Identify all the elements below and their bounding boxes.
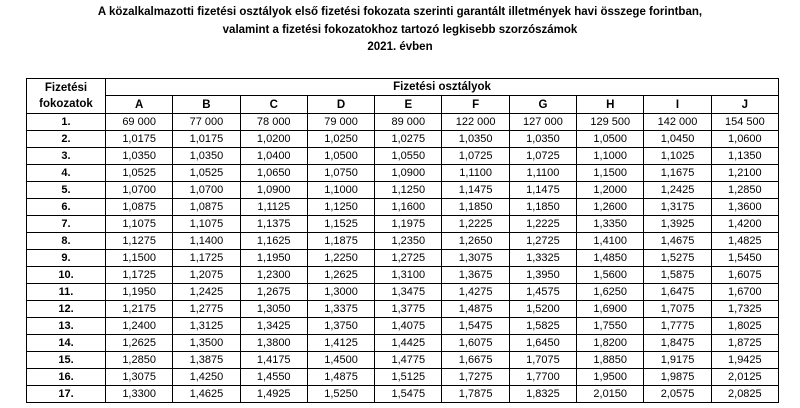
document-title bbox=[0, 4, 800, 57]
table-row bbox=[27, 284, 779, 301]
value-cell: 1,1075 bbox=[173, 216, 240, 233]
value-cell: 2,0125 bbox=[711, 369, 778, 386]
value-cell: 1,1075 bbox=[106, 216, 173, 233]
table-row bbox=[27, 165, 779, 182]
value-cell: 1,0525 bbox=[106, 165, 173, 182]
table-row bbox=[27, 318, 779, 335]
value-cell: 1,2425 bbox=[644, 182, 711, 199]
value-cell: 1,6450 bbox=[509, 335, 576, 352]
value-cell: 1,1850 bbox=[509, 199, 576, 216]
value-cell: 122 000 bbox=[442, 114, 509, 131]
value-cell: 1,3125 bbox=[173, 318, 240, 335]
table-row bbox=[27, 216, 779, 233]
table-row bbox=[27, 386, 779, 403]
step-cell: 6. bbox=[27, 199, 106, 216]
value-cell: 1,2300 bbox=[240, 267, 307, 284]
value-cell: 1,0600 bbox=[711, 131, 778, 148]
value-cell: 1,8325 bbox=[509, 386, 576, 403]
value-cell: 1,3000 bbox=[307, 284, 374, 301]
value-cell: 1,0275 bbox=[375, 131, 442, 148]
value-cell: 1,1375 bbox=[240, 216, 307, 233]
value-cell: 1,8850 bbox=[577, 352, 644, 369]
value-cell: 1,3350 bbox=[577, 216, 644, 233]
value-cell: 1,2175 bbox=[106, 301, 173, 318]
step-cell: 17. bbox=[27, 386, 106, 403]
value-cell: 1,8025 bbox=[711, 318, 778, 335]
value-cell: 1,1125 bbox=[240, 199, 307, 216]
value-cell: 129 500 bbox=[577, 114, 644, 131]
step-cell: 10. bbox=[27, 267, 106, 284]
value-cell: 89 000 bbox=[375, 114, 442, 131]
value-cell: 1,2400 bbox=[106, 318, 173, 335]
value-cell: 1,3375 bbox=[307, 301, 374, 318]
value-cell: 1,7075 bbox=[509, 352, 576, 369]
value-cell: 1,0650 bbox=[240, 165, 307, 182]
step-cell: 3. bbox=[27, 148, 106, 165]
value-cell: 1,0750 bbox=[307, 165, 374, 182]
value-cell: 1,9425 bbox=[711, 352, 778, 369]
value-cell: 1,4825 bbox=[711, 233, 778, 250]
value-cell: 1,7775 bbox=[644, 318, 711, 335]
value-cell: 1,2725 bbox=[375, 250, 442, 267]
value-cell: 1,0450 bbox=[644, 131, 711, 148]
step-cell: 13. bbox=[27, 318, 106, 335]
value-cell: 1,1475 bbox=[509, 182, 576, 199]
value-cell: 1,0350 bbox=[106, 148, 173, 165]
value-cell: 1,1000 bbox=[577, 148, 644, 165]
value-cell: 1,3175 bbox=[644, 199, 711, 216]
column-header: C bbox=[240, 96, 307, 114]
value-cell: 1,3750 bbox=[307, 318, 374, 335]
value-cell: 1,4200 bbox=[711, 216, 778, 233]
value-cell: 1,2000 bbox=[577, 182, 644, 199]
value-cell: 1,2100 bbox=[711, 165, 778, 182]
value-cell: 1,4425 bbox=[375, 335, 442, 352]
value-cell: 1,3800 bbox=[240, 335, 307, 352]
value-cell: 1,5125 bbox=[375, 369, 442, 386]
value-cell: 1,0900 bbox=[375, 165, 442, 182]
value-cell: 1,3875 bbox=[173, 352, 240, 369]
value-cell: 1,5875 bbox=[644, 267, 711, 284]
column-header: A bbox=[106, 96, 173, 114]
value-cell: 1,1250 bbox=[375, 182, 442, 199]
table-row bbox=[27, 182, 779, 199]
value-cell: 1,1975 bbox=[375, 216, 442, 233]
value-cell: 1,1525 bbox=[307, 216, 374, 233]
value-cell: 1,4250 bbox=[173, 369, 240, 386]
value-cell: 1,4100 bbox=[577, 233, 644, 250]
value-cell: 1,1875 bbox=[307, 233, 374, 250]
column-header: F bbox=[442, 96, 509, 114]
value-cell: 1,5600 bbox=[577, 267, 644, 284]
value-cell: 2,0825 bbox=[711, 386, 778, 403]
step-cell: 5. bbox=[27, 182, 106, 199]
value-cell: 1,5250 bbox=[307, 386, 374, 403]
value-cell: 1,1400 bbox=[173, 233, 240, 250]
value-cell: 1,1850 bbox=[442, 199, 509, 216]
value-cell: 1,0525 bbox=[173, 165, 240, 182]
value-cell: 1,6075 bbox=[442, 335, 509, 352]
value-cell: 1,8200 bbox=[577, 335, 644, 352]
title-line-2: valamint a fizetési fokozatokhoz tartozó legkisebb szorzószámok bbox=[222, 23, 578, 36]
value-cell: 1,3075 bbox=[442, 250, 509, 267]
value-cell: 1,2775 bbox=[173, 301, 240, 318]
value-cell: 1,5475 bbox=[442, 318, 509, 335]
value-cell: 1,1500 bbox=[577, 165, 644, 182]
value-cell: 77 000 bbox=[173, 114, 240, 131]
step-cell: 11. bbox=[27, 284, 106, 301]
column-header: B bbox=[173, 96, 240, 114]
value-cell: 1,0550 bbox=[375, 148, 442, 165]
value-cell: 2,0575 bbox=[644, 386, 711, 403]
value-cell: 1,4575 bbox=[509, 284, 576, 301]
step-cell: 2. bbox=[27, 131, 106, 148]
value-cell: 1,2600 bbox=[577, 199, 644, 216]
value-cell: 1,9175 bbox=[644, 352, 711, 369]
value-cell: 1,3950 bbox=[509, 267, 576, 284]
table-row bbox=[27, 250, 779, 267]
value-cell: 1,5200 bbox=[509, 301, 576, 318]
value-cell: 1,2725 bbox=[509, 233, 576, 250]
table-row bbox=[27, 233, 779, 250]
value-cell: 1,0350 bbox=[509, 131, 576, 148]
value-cell: 1,0350 bbox=[442, 131, 509, 148]
value-cell: 1,3325 bbox=[509, 250, 576, 267]
value-cell: 1,0725 bbox=[442, 148, 509, 165]
corner-label-line-2: fokozatok bbox=[39, 98, 93, 110]
value-cell: 1,0175 bbox=[173, 131, 240, 148]
value-cell: 1,5475 bbox=[375, 386, 442, 403]
value-cell: 1,6250 bbox=[577, 284, 644, 301]
table-row bbox=[27, 352, 779, 369]
step-cell: 1. bbox=[27, 114, 106, 131]
value-cell: 1,0700 bbox=[173, 182, 240, 199]
value-cell: 79 000 bbox=[307, 114, 374, 131]
value-cell: 1,3100 bbox=[375, 267, 442, 284]
value-cell: 1,3600 bbox=[711, 199, 778, 216]
value-cell: 1,1025 bbox=[644, 148, 711, 165]
group-header: Fizetési osztályok bbox=[106, 79, 779, 96]
value-cell: 1,1275 bbox=[106, 233, 173, 250]
value-cell: 1,1000 bbox=[307, 182, 374, 199]
value-cell: 1,7075 bbox=[644, 301, 711, 318]
value-cell: 1,2850 bbox=[711, 182, 778, 199]
value-cell: 1,8725 bbox=[711, 335, 778, 352]
value-cell: 1,4275 bbox=[442, 284, 509, 301]
value-cell: 1,4500 bbox=[307, 352, 374, 369]
value-cell: 1,3425 bbox=[240, 318, 307, 335]
value-cell: 1,1725 bbox=[106, 267, 173, 284]
value-cell: 1,3775 bbox=[375, 301, 442, 318]
value-cell: 1,0200 bbox=[240, 131, 307, 148]
value-cell: 78 000 bbox=[240, 114, 307, 131]
value-cell: 1,1350 bbox=[711, 148, 778, 165]
value-cell: 1,1625 bbox=[240, 233, 307, 250]
step-cell: 4. bbox=[27, 165, 106, 182]
step-cell: 14. bbox=[27, 335, 106, 352]
value-cell: 142 000 bbox=[644, 114, 711, 131]
value-cell: 1,2425 bbox=[173, 284, 240, 301]
value-cell: 1,0875 bbox=[106, 199, 173, 216]
salary-table bbox=[26, 78, 779, 403]
value-cell: 1,2075 bbox=[173, 267, 240, 284]
value-cell: 1,0700 bbox=[106, 182, 173, 199]
value-cell: 1,1950 bbox=[106, 284, 173, 301]
column-header: D bbox=[307, 96, 374, 114]
value-cell: 1,0500 bbox=[577, 131, 644, 148]
value-cell: 1,2350 bbox=[375, 233, 442, 250]
step-cell: 7. bbox=[27, 216, 106, 233]
step-cell: 15. bbox=[27, 352, 106, 369]
value-cell: 1,4550 bbox=[240, 369, 307, 386]
value-cell: 1,4625 bbox=[173, 386, 240, 403]
table-row bbox=[27, 369, 779, 386]
value-cell: 1,9875 bbox=[644, 369, 711, 386]
value-cell: 1,8475 bbox=[644, 335, 711, 352]
table-row bbox=[27, 114, 779, 131]
table-row bbox=[27, 267, 779, 284]
value-cell: 1,4925 bbox=[240, 386, 307, 403]
value-cell: 1,1725 bbox=[173, 250, 240, 267]
value-cell: 1,4175 bbox=[240, 352, 307, 369]
step-cell: 8. bbox=[27, 233, 106, 250]
value-cell: 1,1600 bbox=[375, 199, 442, 216]
value-cell: 1,2625 bbox=[106, 335, 173, 352]
value-cell: 1,4125 bbox=[307, 335, 374, 352]
value-cell: 1,9500 bbox=[577, 369, 644, 386]
value-cell: 1,7275 bbox=[442, 369, 509, 386]
step-cell: 16. bbox=[27, 369, 106, 386]
value-cell: 1,1250 bbox=[307, 199, 374, 216]
value-cell: 1,2225 bbox=[509, 216, 576, 233]
value-cell: 1,5275 bbox=[644, 250, 711, 267]
value-cell: 1,3925 bbox=[644, 216, 711, 233]
table-row bbox=[27, 199, 779, 216]
value-cell: 1,4850 bbox=[577, 250, 644, 267]
corner-label-line-1: Fizetési bbox=[44, 82, 88, 94]
column-header: H bbox=[577, 96, 644, 114]
value-cell: 1,4875 bbox=[442, 301, 509, 318]
column-header: G bbox=[509, 96, 576, 114]
column-header: E bbox=[375, 96, 442, 114]
value-cell: 1,4875 bbox=[307, 369, 374, 386]
corner-header bbox=[27, 79, 106, 114]
value-cell: 1,3475 bbox=[375, 284, 442, 301]
value-cell: 1,1475 bbox=[442, 182, 509, 199]
value-cell: 1,6900 bbox=[577, 301, 644, 318]
table-row bbox=[27, 335, 779, 352]
value-cell: 1,4675 bbox=[644, 233, 711, 250]
table-body bbox=[27, 114, 779, 403]
value-cell: 1,7875 bbox=[442, 386, 509, 403]
value-cell: 1,4075 bbox=[375, 318, 442, 335]
value-cell: 1,0400 bbox=[240, 148, 307, 165]
column-header-row bbox=[27, 96, 779, 114]
value-cell: 1,7325 bbox=[711, 301, 778, 318]
column-header: I bbox=[644, 96, 711, 114]
value-cell: 1,0875 bbox=[173, 199, 240, 216]
value-cell: 127 000 bbox=[509, 114, 576, 131]
value-cell: 1,3675 bbox=[442, 267, 509, 284]
value-cell: 69 000 bbox=[106, 114, 173, 131]
value-cell: 1,2250 bbox=[307, 250, 374, 267]
table-row bbox=[27, 131, 779, 148]
value-cell: 1,6075 bbox=[711, 267, 778, 284]
value-cell: 1,7550 bbox=[577, 318, 644, 335]
table-row bbox=[27, 148, 779, 165]
value-cell: 1,5450 bbox=[711, 250, 778, 267]
value-cell: 1,1950 bbox=[240, 250, 307, 267]
value-cell: 1,3300 bbox=[106, 386, 173, 403]
value-cell: 1,5825 bbox=[509, 318, 576, 335]
value-cell: 1,2675 bbox=[240, 284, 307, 301]
title-line-3: 2021. évben bbox=[367, 41, 433, 53]
value-cell: 2,0150 bbox=[577, 386, 644, 403]
column-header: J bbox=[711, 96, 778, 114]
value-cell: 1,6475 bbox=[644, 284, 711, 301]
step-cell: 12. bbox=[27, 301, 106, 318]
value-cell: 154 500 bbox=[711, 114, 778, 131]
value-cell: 1,2650 bbox=[442, 233, 509, 250]
value-cell: 1,1100 bbox=[509, 165, 576, 182]
value-cell: 1,3050 bbox=[240, 301, 307, 318]
value-cell: 1,4775 bbox=[375, 352, 442, 369]
value-cell: 1,2625 bbox=[307, 267, 374, 284]
value-cell: 1,1500 bbox=[106, 250, 173, 267]
value-cell: 1,3500 bbox=[173, 335, 240, 352]
value-cell: 1,0175 bbox=[106, 131, 173, 148]
value-cell: 1,0725 bbox=[509, 148, 576, 165]
value-cell: 1,6675 bbox=[442, 352, 509, 369]
value-cell: 1,6700 bbox=[711, 284, 778, 301]
value-cell: 1,0250 bbox=[307, 131, 374, 148]
table-row bbox=[27, 301, 779, 318]
value-cell: 1,2850 bbox=[106, 352, 173, 369]
value-cell: 1,1100 bbox=[442, 165, 509, 182]
value-cell: 1,7700 bbox=[509, 369, 576, 386]
value-cell: 1,1675 bbox=[644, 165, 711, 182]
value-cell: 1,0500 bbox=[307, 148, 374, 165]
title-line-1: A közalkalmazotti fizetési osztályok első fizetési fokozata szerinti garantált illetmények havi összege forintban, bbox=[97, 6, 703, 18]
value-cell: 1,0350 bbox=[173, 148, 240, 165]
step-cell: 9. bbox=[27, 250, 106, 267]
value-cell: 1,2225 bbox=[442, 216, 509, 233]
value-cell: 1,3075 bbox=[106, 369, 173, 386]
value-cell: 1,0900 bbox=[240, 182, 307, 199]
